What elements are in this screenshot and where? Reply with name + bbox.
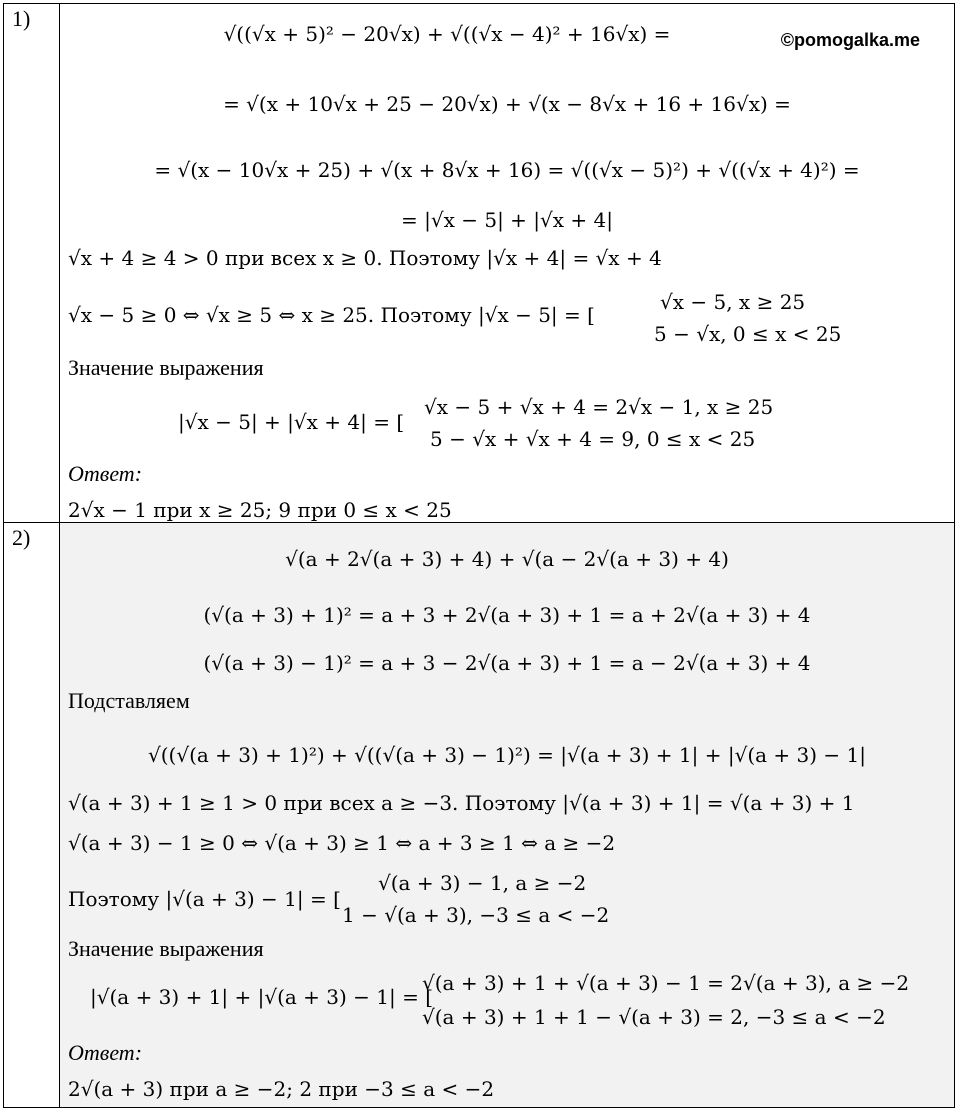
case-line: √x − 5 + √x + 4 = 2√x − 1, x ≥ 25 — [424, 395, 774, 419]
row-number: 1) — [4, 4, 60, 523]
case-line: √(a + 3) − 1, a ≥ −2 — [378, 871, 587, 895]
text-line: Значение выражения — [68, 355, 264, 380]
text-line: √x + 4 ≥ 4 > 0 при всех x ≥ 0. Поэтому |√x + 4| = √x + 4 — [68, 246, 662, 270]
text-line: Подставляем — [68, 688, 190, 713]
watermark: ©pomogalka.me — [780, 30, 920, 50]
text-line: √(a + 3) − 1 ≥ 0 ⇔ √(a + 3) ≥ 1 ⇔ a + 3 ≥ 1 ⇔ a ≥ −2 — [68, 831, 616, 855]
row-number: 2) — [4, 523, 60, 1108]
text-line: Поэтому |√(a + 3) − 1| = [ — [68, 887, 341, 911]
formula-line: = |√x − 5| + |√x + 4| — [401, 208, 613, 232]
formula-line: |√x − 5| + |√x + 4| = [ — [178, 410, 405, 434]
solution-cell — [60, 4, 955, 523]
formula-line: √(a + 2√(a + 3) + 4) + √(a − 2√(a + 3) + 4) — [285, 547, 729, 571]
answer-label: Ответ: — [68, 1040, 143, 1065]
case-line: √(a + 3) + 1 + √(a + 3) − 1 = 2√(a + 3), a ≥ −2 — [422, 971, 910, 995]
case-line: √(a + 3) + 1 + 1 − √(a + 3) = 2, −3 ≤ a < −2 — [422, 1005, 886, 1029]
formula-line: (√(a + 3) + 1)² = a + 3 + 2√(a + 3) + 1 = a + 2√(a + 3) + 4 — [203, 603, 811, 627]
case-line: 5 − √x + √x + 4 = 9, 0 ≤ x < 25 — [430, 427, 756, 451]
text-line: √x − 5 ≥ 0 ⇔ √x ≥ 5 ⇔ x ≥ 25. Поэтому |√x − 5| = [ — [68, 303, 595, 327]
solution-cell — [60, 523, 955, 1108]
formula-line: = √(x − 10√x + 25) + √(x + 8√x + 16) = √((√x − 5)²) + √((√x + 4)²) = — [154, 158, 860, 182]
text-line: Значение выражения — [68, 936, 264, 961]
answer-line: 2√x − 1 при x ≥ 25; 9 при 0 ≤ x < 25 — [68, 498, 452, 522]
case-line: √x − 5, x ≥ 25 — [660, 290, 806, 314]
solution-table — [3, 3, 955, 1108]
text-line: √(a + 3) + 1 ≥ 1 > 0 при всех a ≥ −3. Поэтому |√(a + 3) + 1| = √(a + 3) + 1 — [68, 791, 855, 815]
answer-line: 2√(a + 3) при a ≥ −2; 2 при −3 ≤ a < −2 — [68, 1077, 495, 1101]
answer-label: Ответ: — [68, 461, 143, 486]
case-line: 1 − √(a + 3), −3 ≤ a < −2 — [342, 903, 610, 927]
formula-line: (√(a + 3) − 1)² = a + 3 − 2√(a + 3) + 1 = a − 2√(a + 3) + 4 — [203, 651, 811, 675]
formula-line: = √(x + 10√x + 25 − 20√x) + √(x − 8√x + 16 + 16√x) = — [223, 92, 791, 116]
case-line: 5 − √x, 0 ≤ x < 25 — [654, 322, 842, 346]
table-row — [4, 4, 955, 523]
formula-line: √((√(a + 3) + 1)²) + √((√(a + 3) − 1)²) = |√(a + 3) + 1| + |√(a + 3) − 1| — [148, 743, 866, 767]
formula-line: |√(a + 3) + 1| + |√(a + 3) − 1| = [ — [90, 985, 434, 1009]
table-row — [4, 523, 955, 1108]
formula-line: √((√x + 5)² − 20√x) + √((√x − 4)² + 16√x) = — [223, 22, 671, 46]
